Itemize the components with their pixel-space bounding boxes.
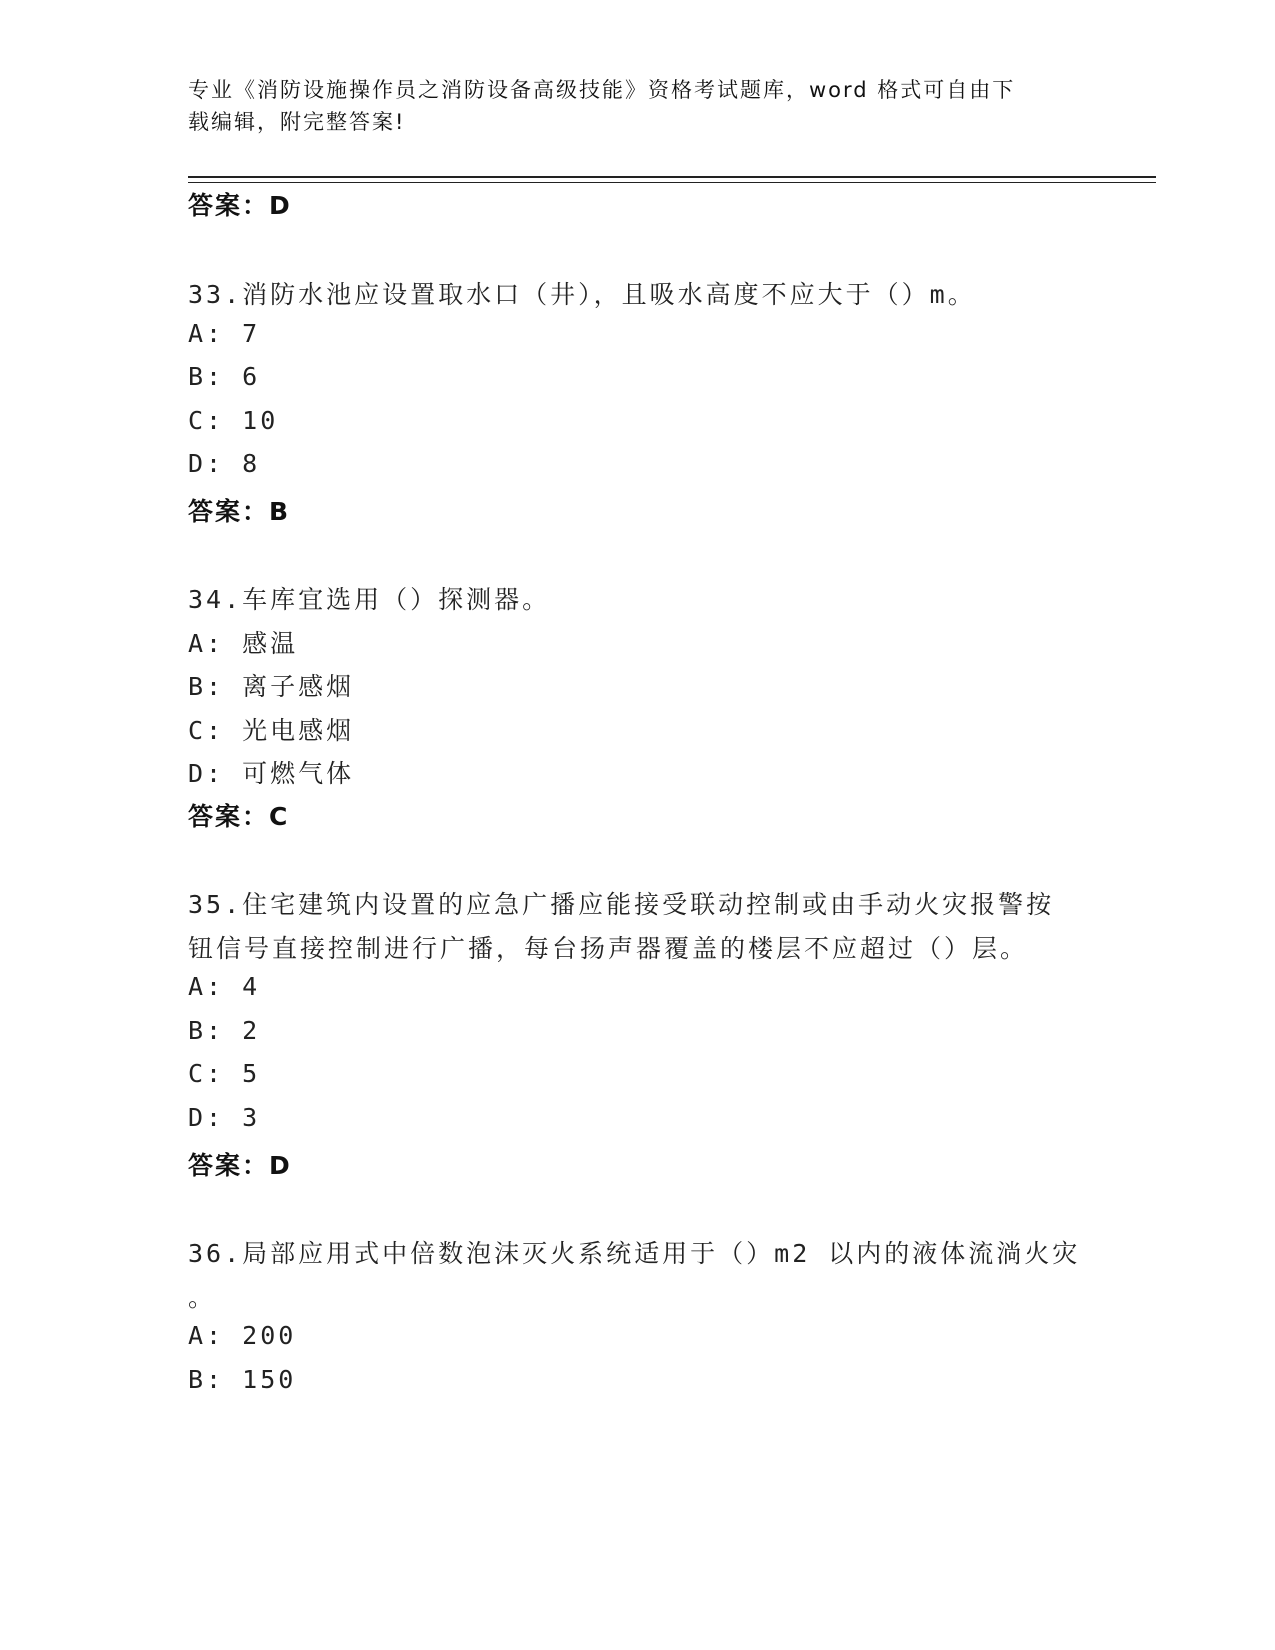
question-34-option-b: B: 离子感烟 [188, 672, 355, 701]
question-33-option-c: C: 10 [188, 406, 279, 435]
question-36-text-line-1: 36.局部应用式中倍数泡沫灭火系统适用于（）m2 以内的液体流淌火灾 [188, 1239, 1081, 1268]
question-34-option-d: D: 可燃气体 [188, 759, 355, 788]
question-33-text: 33.消防水池应设置取水口（井），且吸水高度不应大于（）m。 [188, 280, 976, 309]
question-34-option-a: A: 感温 [188, 629, 299, 658]
question-35-option-b: B: 2 [188, 1016, 261, 1045]
header-line-1: 专业《消防设施操作员之消防设备高级技能》资格考试题库，word 格式可自由下 [188, 78, 1016, 102]
question-36-text-line-2: 。 [188, 1283, 217, 1312]
question-35-option-a: A: 4 [188, 972, 261, 1001]
question-33-option-a: A: 7 [188, 319, 261, 348]
document-header [188, 74, 1068, 138]
answer-prev: 答案：D [188, 191, 292, 220]
header-divider-thin [188, 182, 1156, 183]
question-33-option-b: B: 6 [188, 362, 261, 391]
question-35-text-line-2: 钮信号直接控制进行广播，每台扬声器覆盖的楼层不应超过（）层。 [188, 934, 1029, 963]
question-33-answer: 答案：B [188, 497, 291, 526]
question-35-text-line-1: 35.住宅建筑内设置的应急广播应能接受联动控制或由手动火灾报警按 [188, 890, 1055, 919]
question-33-option-d: D: 8 [188, 449, 261, 478]
question-34-text: 34.车库宜选用（）探测器。 [188, 585, 551, 614]
question-34-option-c: C: 光电感烟 [188, 716, 355, 745]
question-34-answer: 答案：C [188, 802, 290, 831]
question-36-option-b: B: 150 [188, 1365, 297, 1394]
question-35-answer: 答案：D [188, 1151, 292, 1180]
question-35-option-c: C: 5 [188, 1059, 261, 1088]
header-line-2: 载编辑，附完整答案! [188, 110, 406, 134]
question-36-option-a: A: 200 [188, 1321, 297, 1350]
header-divider-thick [188, 176, 1156, 178]
question-35-option-d: D: 3 [188, 1103, 261, 1132]
